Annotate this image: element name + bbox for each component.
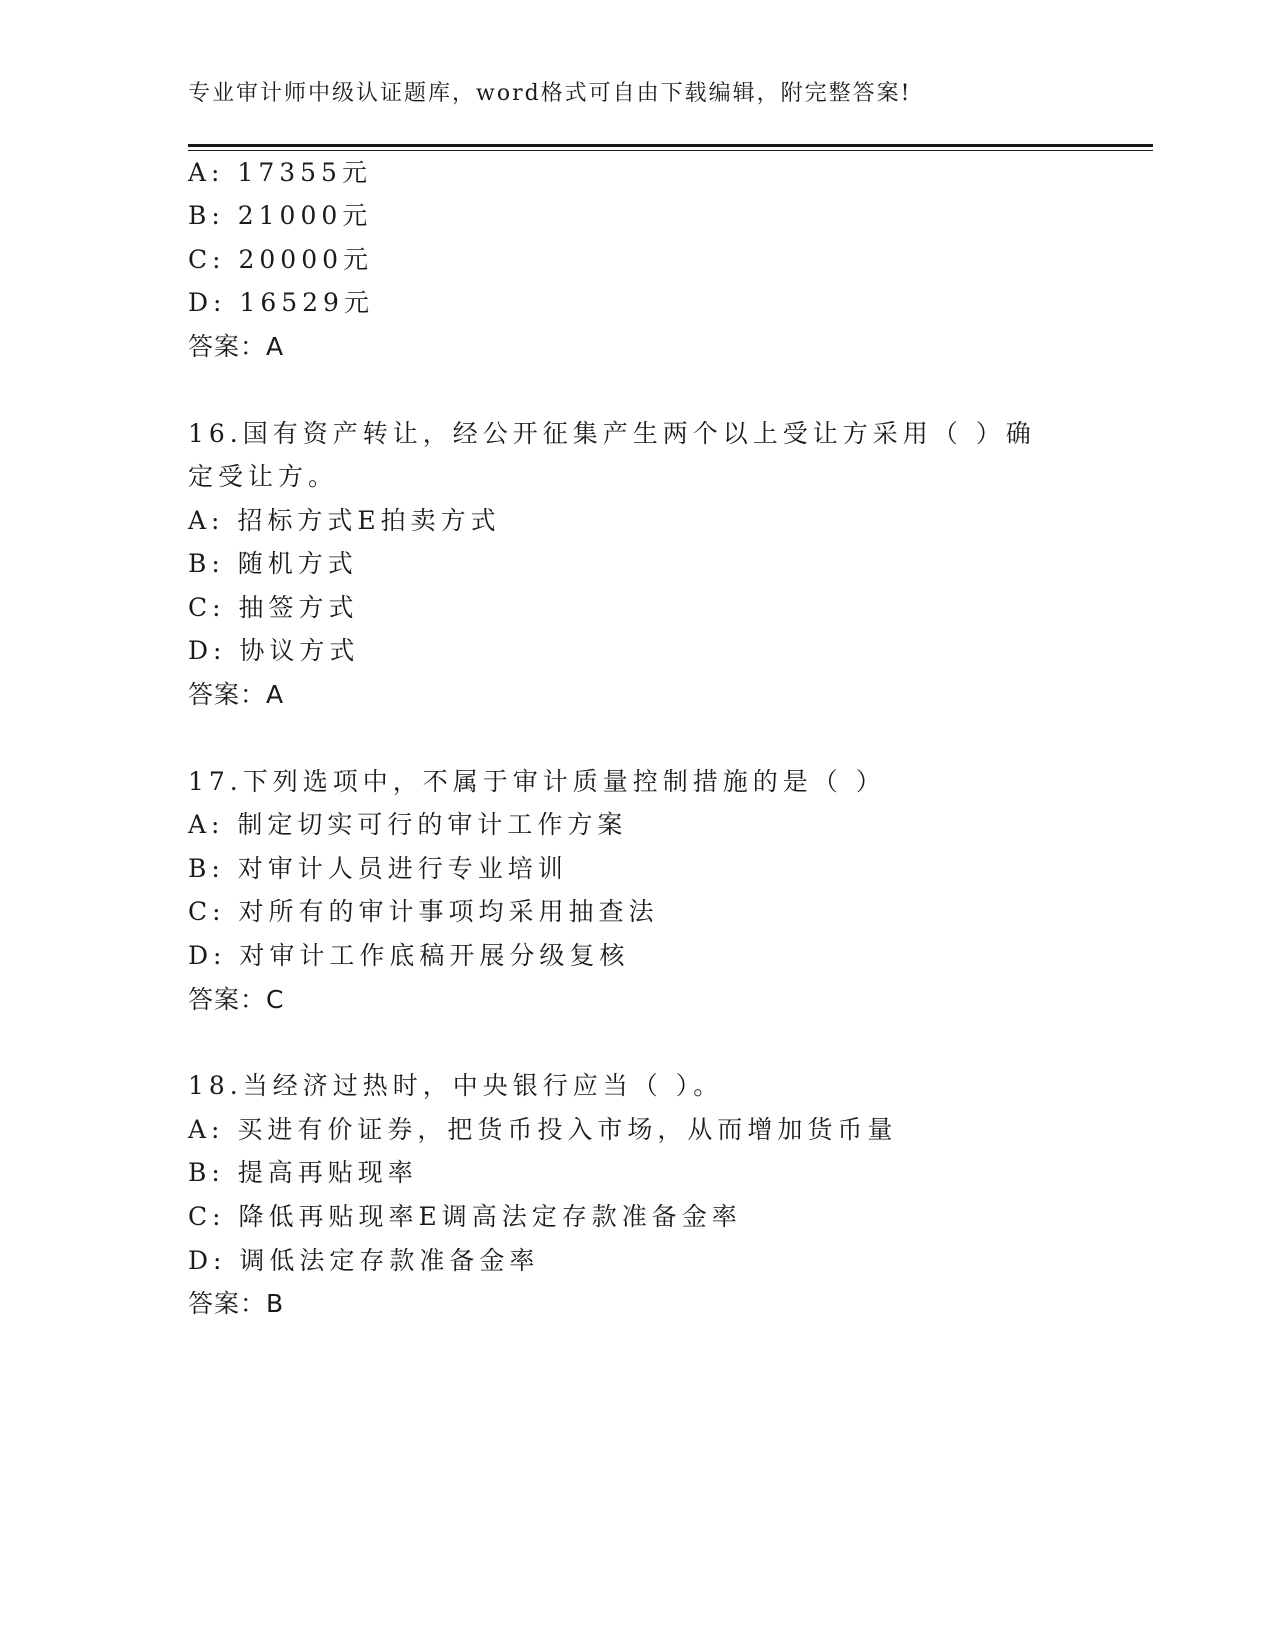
q17-option-b: B: 对审计人员进行专业培训 xyxy=(188,854,568,883)
q18-option-c: C: 降低再贴现率E调高法定存款准备金率 xyxy=(188,1202,742,1231)
q16-stem-line2: 定受让方。 xyxy=(188,462,339,491)
q15-option-a: A: 17355元 xyxy=(188,158,372,187)
header-rule-thin xyxy=(188,150,1153,151)
q16-stem-line1: 16.国有资产转让，经公开征集产生两个以上受让方采用（ ）确 xyxy=(188,419,1036,448)
q16-option-d: D: 协议方式 xyxy=(188,636,360,665)
q18-option-b: B: 提高再贴现率 xyxy=(188,1158,418,1187)
q17-option-c: C: 对所有的审计事项均采用抽查法 xyxy=(188,897,659,926)
page-header: 专业审计师中级认证题库，word格式可自由下载编辑，附完整答案! xyxy=(188,81,912,106)
q16-option-c: C: 抽签方式 xyxy=(188,593,359,622)
header-rule-thick xyxy=(188,144,1153,147)
q15-option-d: D: 16529元 xyxy=(188,288,374,317)
q17-option-a: A: 制定切实可行的审计工作方案 xyxy=(188,810,628,839)
q18-answer: 答案：B xyxy=(188,1289,285,1318)
q15-option-c: C: 20000元 xyxy=(188,245,374,274)
q18-stem: 18.当经济过热时，中央银行应当（ ）。 xyxy=(188,1071,724,1100)
q16-answer: 答案：A xyxy=(188,680,285,709)
q15-option-b: B: 21000元 xyxy=(188,201,373,230)
q16-option-a: A: 招标方式E拍卖方式 xyxy=(188,506,501,535)
q18-option-a: A: 买进有价证券，把货币投入市场，从而增加货币量 xyxy=(188,1115,898,1144)
q17-option-d: D: 对审计工作底稿开展分级复核 xyxy=(188,941,630,970)
q18-option-d: D: 调低法定存款准备金率 xyxy=(188,1246,540,1275)
q17-stem: 17.下列选项中，不属于审计质量控制措施的是（ ） xyxy=(188,767,886,796)
q16-option-b: B: 随机方式 xyxy=(188,549,358,578)
q17-answer: 答案：C xyxy=(188,985,285,1014)
q15-answer: 答案：A xyxy=(188,332,285,361)
